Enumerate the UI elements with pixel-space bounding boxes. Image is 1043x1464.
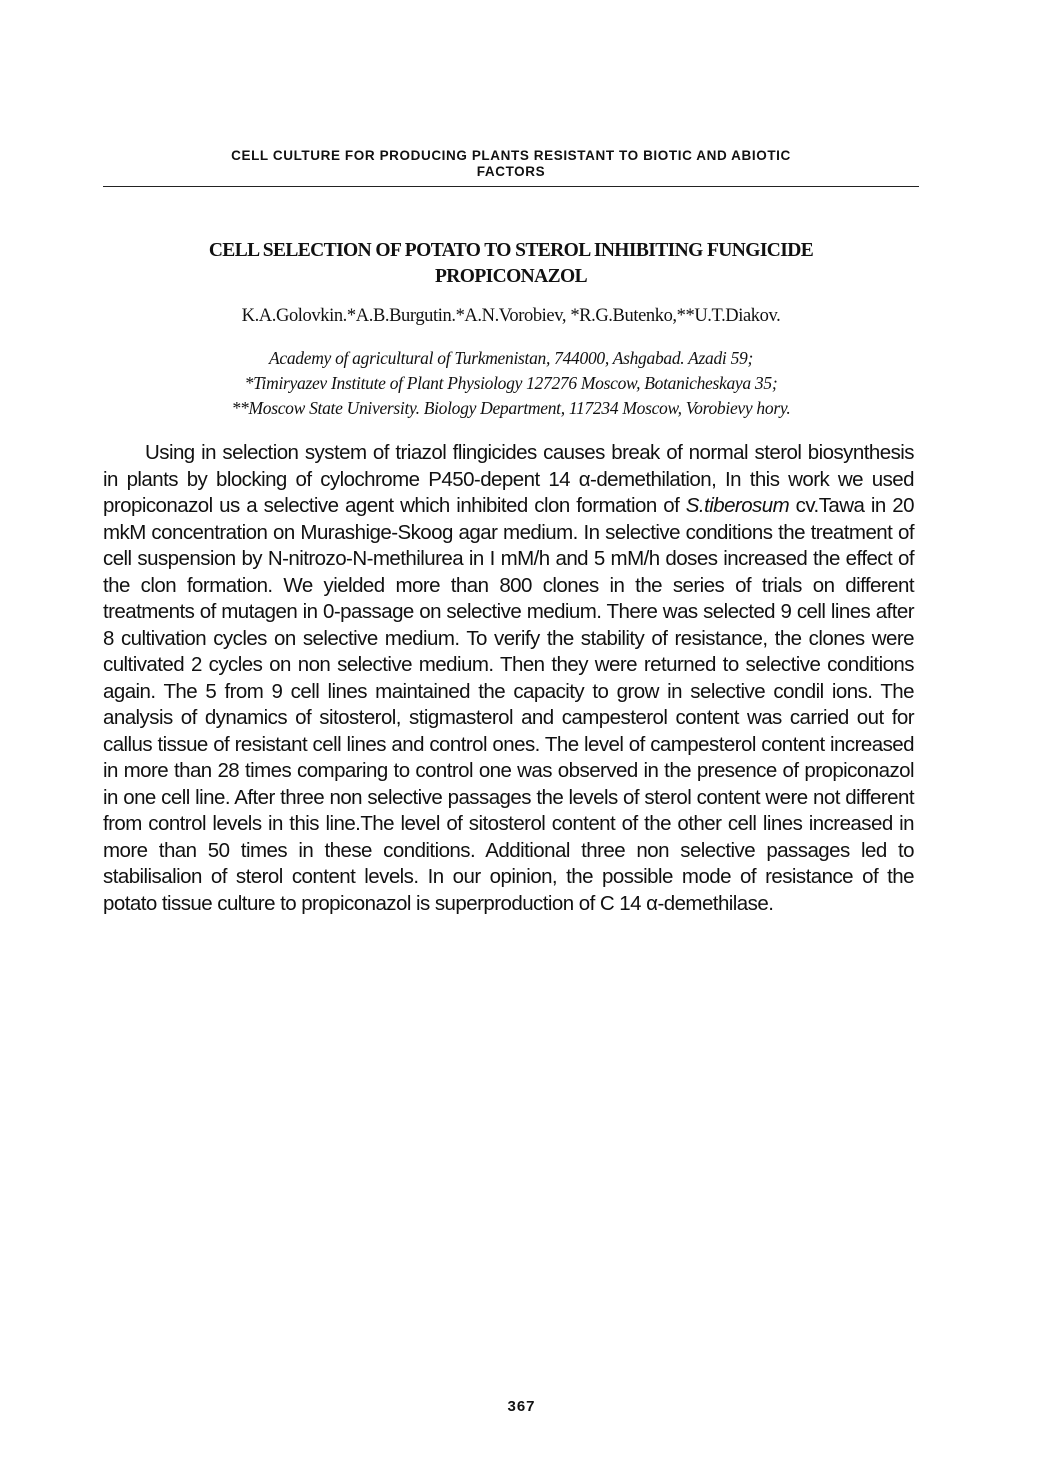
abstract-paragraph xyxy=(103,440,914,917)
running-head xyxy=(103,148,919,180)
affiliation-1: Academy of agricultural of Turkmenistan, 744000, Ashgabad. Azadi 59; xyxy=(268,348,753,368)
header-rule xyxy=(103,186,919,187)
page-number: 367 xyxy=(507,1398,536,1415)
affiliation-3: **Moscow State University. Biology Department, 117234 Moscow, Vorobievy hory. xyxy=(231,398,791,418)
paper-title-line-1: CELL SELECTION OF POTATO TO STEROL INHIBITING FUNGICIDE xyxy=(208,240,814,261)
abstract-text-part-2: cv.Tawa in 20 mkM concentration on Murashige-Skoog agar medium. In selective conditions the treatment of cell suspension by N-nitrozo-N-methilurea in I mM/h and 5 mM/h doses increased the effect of the clon formation. We yielded more than 800 clones in the series of trials on different treatments of mutagen in 0-passage on selective medium. There was selected 9 cell lines after 8 cultivation cycles on selective medium. To verify the stability of resistance, the clones were cultivated 2 cycles on non selective medium. Then they were returned to selective conditions again. The 5 from 9 cell lines maintained the capacity to grow in selective condil ions. The analysis of dynamics of sitosterol, stigmasterol and campesterol content was carried out for callus tissue of resistant cell lines and control ones. The level of campesterol content increased in more than 28 times comparing to control one was observed in the presence of propiconazol in one cell line. After three non selective passages the levels of sterol content were not different from control levels in this line.The level of sitosterol content of the other cell lines increased in more than 50 times in these conditions. Additional three non selective passages led to stabilisalion of sterol content levels. In our opinion, the possible mode of resistance of the potato tissue culture to propiconazol is superproduction of C 14 α-demethilase. xyxy=(103,494,914,915)
running-head-line-1: CELL CULTURE FOR PRODUCING PLANTS RESISTANT TO BIOTIC AND ABIOTIC xyxy=(231,148,791,163)
running-head-line-2: FACTORS xyxy=(476,164,546,179)
paper-title-line-2: PROPICONAZOL xyxy=(434,266,588,287)
affiliation-list xyxy=(103,346,919,421)
species-name: S.tiberosum xyxy=(685,494,790,517)
author-list: K.A.Golovkin.*A.B.Burgutin.*A.N.Vorobiev, *R.G.Butenko,**U.T.Diakov. xyxy=(241,306,781,326)
paper-title xyxy=(103,238,919,290)
affiliation-2: *Timiryazev Institute of Plant Physiology 127276 Moscow, Botanicheskaya 35; xyxy=(244,373,778,393)
abstract-text-part-1: Using in selection system of triazol flingicides causes break of normal sterol biosynthesis in plants by blocking of cylochrome P450-depent 14 α-demethilation, In this work we used propiconazol us a selective agent which inhibited clon formation of xyxy=(103,441,914,517)
